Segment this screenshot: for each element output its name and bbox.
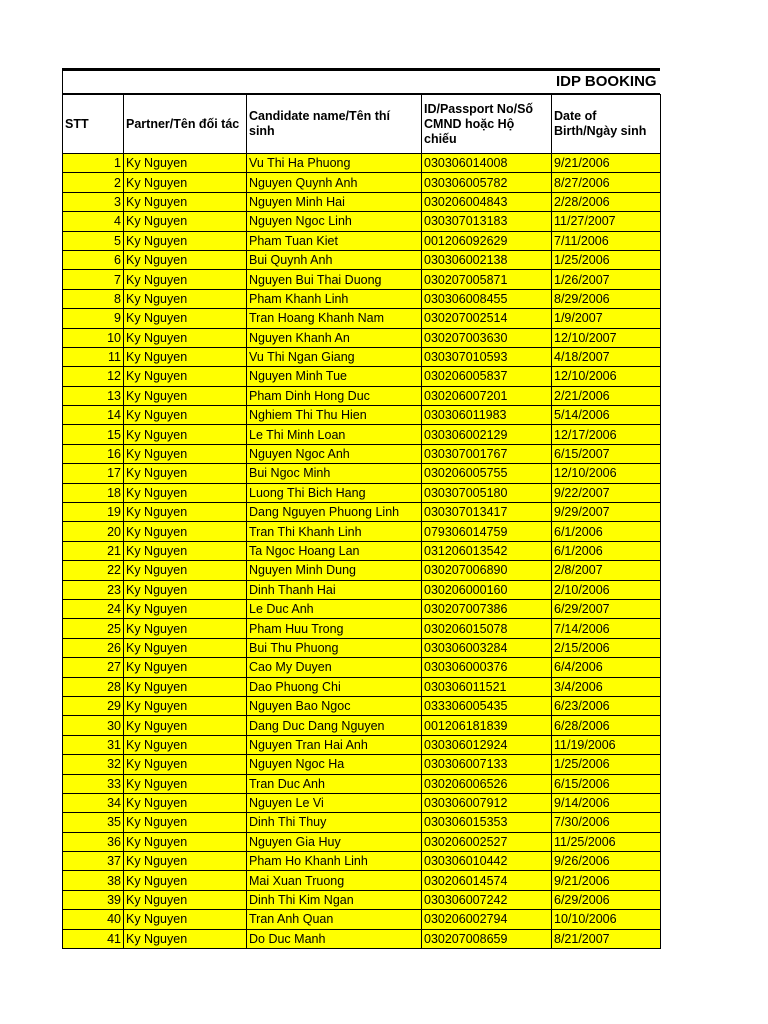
partner-cell[interactable]: Ky Nguyen: [124, 638, 247, 657]
header-partner[interactable]: Partner/Tên đối tác: [124, 95, 247, 154]
stt-cell[interactable]: 18: [63, 483, 124, 502]
table-row: [63, 231, 661, 250]
table-row: [63, 154, 661, 173]
candidate-name-cell[interactable]: Nguyen Ngoc Linh: [247, 212, 422, 231]
id-cell[interactable]: 030306003284: [422, 638, 552, 657]
id-cell[interactable]: 030306007912: [422, 793, 552, 812]
id-cell[interactable]: 030306000376: [422, 658, 552, 677]
table-row: [63, 541, 661, 560]
stt-cell[interactable]: 27: [63, 658, 124, 677]
candidate-name-cell[interactable]: Nguyen Quynh Anh: [247, 173, 422, 192]
table-row: [63, 696, 661, 715]
table-row: [63, 444, 661, 463]
id-cell[interactable]: 030306002129: [422, 425, 552, 444]
id-cell[interactable]: 030207006890: [422, 561, 552, 580]
candidate-name-cell[interactable]: Nguyen Ngoc Ha: [247, 755, 422, 774]
table-row: [63, 735, 661, 754]
candidate-name-cell[interactable]: Vu Thi Ngan Giang: [247, 347, 422, 366]
id-cell[interactable]: 030307013417: [422, 503, 552, 522]
id-cell[interactable]: 030207008659: [422, 929, 552, 948]
table-row: [63, 599, 661, 618]
candidate-name-cell[interactable]: Nguyen Minh Dung: [247, 561, 422, 580]
candidate-name-cell[interactable]: Tran Thi Khanh Linh: [247, 522, 422, 541]
dob-cell[interactable]: 6/15/2007: [552, 444, 661, 463]
stt-cell[interactable]: 32: [63, 755, 124, 774]
partner-cell[interactable]: Ky Nguyen: [124, 832, 247, 851]
stt-cell[interactable]: 30: [63, 716, 124, 735]
dob-cell[interactable]: 6/1/2006: [552, 522, 661, 541]
dob-cell[interactable]: 2/28/2006: [552, 192, 661, 211]
stt-cell[interactable]: 6: [63, 250, 124, 269]
dob-cell[interactable]: 8/27/2006: [552, 173, 661, 192]
table-row: [63, 716, 661, 735]
table-row: [63, 658, 661, 677]
id-cell[interactable]: 030206004843: [422, 192, 552, 211]
partner-cell[interactable]: Ky Nguyen: [124, 677, 247, 696]
partner-cell[interactable]: Ky Nguyen: [124, 503, 247, 522]
table-row: [63, 522, 661, 541]
candidate-name-cell[interactable]: Dao Phuong Chi: [247, 677, 422, 696]
dob-cell[interactable]: 1/26/2007: [552, 270, 661, 289]
booking-table: [62, 94, 661, 949]
table-row: [63, 561, 661, 580]
id-cell[interactable]: 030306014008: [422, 154, 552, 173]
stt-cell[interactable]: 24: [63, 599, 124, 618]
dob-cell[interactable]: 9/21/2006: [552, 154, 661, 173]
id-cell[interactable]: 030307001767: [422, 444, 552, 463]
table-row: [63, 367, 661, 386]
partner-cell[interactable]: Ky Nguyen: [124, 231, 247, 250]
stt-cell[interactable]: 40: [63, 910, 124, 929]
dob-cell[interactable]: 6/29/2006: [552, 890, 661, 909]
candidate-name-cell[interactable]: Vu Thi Ha Phuong: [247, 154, 422, 173]
id-cell[interactable]: 030306008455: [422, 289, 552, 308]
table-row: [63, 250, 661, 269]
table-row: [63, 619, 661, 638]
candidate-name-cell[interactable]: Dinh Thanh Hai: [247, 580, 422, 599]
id-cell[interactable]: 030306007133: [422, 755, 552, 774]
id-cell[interactable]: 030207007386: [422, 599, 552, 618]
dob-cell[interactable]: 2/15/2006: [552, 638, 661, 657]
candidate-name-cell[interactable]: Tran Anh Quan: [247, 910, 422, 929]
id-cell[interactable]: 030306011521: [422, 677, 552, 696]
candidate-name-cell[interactable]: Nguyen Gia Huy: [247, 832, 422, 851]
table-row: [63, 503, 661, 522]
partner-cell[interactable]: Ky Nguyen: [124, 910, 247, 929]
stt-cell[interactable]: 36: [63, 832, 124, 851]
table-row: [63, 464, 661, 483]
stt-cell[interactable]: 8: [63, 289, 124, 308]
partner-cell[interactable]: Ky Nguyen: [124, 658, 247, 677]
dob-cell[interactable]: 11/19/2006: [552, 735, 661, 754]
table-row: [63, 580, 661, 599]
candidate-name-cell[interactable]: Bui Ngoc Minh: [247, 464, 422, 483]
id-cell[interactable]: 030206007201: [422, 386, 552, 405]
dob-cell[interactable]: 10/10/2006: [552, 910, 661, 929]
stt-cell[interactable]: 28: [63, 677, 124, 696]
dob-cell[interactable]: 6/29/2007: [552, 599, 661, 618]
dob-cell[interactable]: 9/14/2006: [552, 793, 661, 812]
stt-cell[interactable]: 25: [63, 619, 124, 638]
table-row: [63, 677, 661, 696]
id-cell[interactable]: 030207002514: [422, 309, 552, 328]
stt-cell[interactable]: 31: [63, 735, 124, 754]
id-cell[interactable]: 030206015078: [422, 619, 552, 638]
partner-cell[interactable]: Ky Nguyen: [124, 755, 247, 774]
table-row: [63, 910, 661, 929]
candidate-name-cell[interactable]: Tran Hoang Khanh Nam: [247, 309, 422, 328]
id-cell[interactable]: 030307010593: [422, 347, 552, 366]
candidate-name-cell[interactable]: Nguyen Bao Ngoc: [247, 696, 422, 715]
dob-cell[interactable]: 4/18/2007: [552, 347, 661, 366]
dob-cell[interactable]: 6/23/2006: [552, 696, 661, 715]
stt-cell[interactable]: 29: [63, 696, 124, 715]
candidate-name-cell[interactable]: Nguyen Minh Tue: [247, 367, 422, 386]
stt-cell[interactable]: 17: [63, 464, 124, 483]
partner-cell[interactable]: Ky Nguyen: [124, 406, 247, 425]
stt-cell[interactable]: 5: [63, 231, 124, 250]
stt-cell[interactable]: 1: [63, 154, 124, 173]
dob-cell[interactable]: 1/9/2007: [552, 309, 661, 328]
dob-cell[interactable]: 7/14/2006: [552, 619, 661, 638]
id-cell[interactable]: 033306005435: [422, 696, 552, 715]
candidate-name-cell[interactable]: Luong Thi Bich Hang: [247, 483, 422, 502]
stt-cell[interactable]: 9: [63, 309, 124, 328]
stt-cell[interactable]: 2: [63, 173, 124, 192]
dob-cell[interactable]: 7/11/2006: [552, 231, 661, 250]
id-cell[interactable]: 001206181839: [422, 716, 552, 735]
partner-cell[interactable]: Ky Nguyen: [124, 696, 247, 715]
dob-cell[interactable]: 7/30/2006: [552, 813, 661, 832]
stt-cell[interactable]: 33: [63, 774, 124, 793]
header-date-of-birth[interactable]: Date of Birth/Ngày sinh: [552, 95, 661, 154]
title-row: [62, 68, 660, 94]
header-row: [63, 95, 661, 154]
table-row: [63, 813, 661, 832]
table-row: [63, 328, 661, 347]
partner-cell[interactable]: Ky Nguyen: [124, 890, 247, 909]
partner-cell[interactable]: Ky Nguyen: [124, 328, 247, 347]
dob-cell[interactable]: 3/4/2006: [552, 677, 661, 696]
stt-cell[interactable]: 7: [63, 270, 124, 289]
dob-cell[interactable]: 2/10/2006: [552, 580, 661, 599]
candidate-name-cell[interactable]: Cao My Duyen: [247, 658, 422, 677]
id-cell[interactable]: 030206002794: [422, 910, 552, 929]
stt-cell[interactable]: 10: [63, 328, 124, 347]
table-row: [63, 793, 661, 812]
partner-cell[interactable]: Ky Nguyen: [124, 289, 247, 308]
partner-cell[interactable]: Ky Nguyen: [124, 774, 247, 793]
stt-cell[interactable]: 22: [63, 561, 124, 580]
partner-cell[interactable]: Ky Nguyen: [124, 852, 247, 871]
dob-cell[interactable]: 5/14/2006: [552, 406, 661, 425]
id-cell[interactable]: 030306011983: [422, 406, 552, 425]
table-row: [63, 832, 661, 851]
id-cell[interactable]: 030307013183: [422, 212, 552, 231]
partner-cell[interactable]: Ky Nguyen: [124, 347, 247, 366]
id-cell[interactable]: 030306015353: [422, 813, 552, 832]
stt-cell[interactable]: 38: [63, 871, 124, 890]
candidate-name-cell[interactable]: Pham Huu Trong: [247, 619, 422, 638]
dob-cell[interactable]: 6/1/2006: [552, 541, 661, 560]
candidate-name-cell[interactable]: Dinh Thi Kim Ngan: [247, 890, 422, 909]
candidate-name-cell[interactable]: Tran Duc Anh: [247, 774, 422, 793]
candidate-name-cell[interactable]: Nghiem Thi Thu Hien: [247, 406, 422, 425]
candidate-name-cell[interactable]: Bui Thu Phuong: [247, 638, 422, 657]
table-row: [63, 386, 661, 405]
table-row: [63, 289, 661, 308]
candidate-name-cell[interactable]: Dang Duc Dang Nguyen: [247, 716, 422, 735]
candidate-name-cell[interactable]: Pham Ho Khanh Linh: [247, 852, 422, 871]
partner-cell[interactable]: Ky Nguyen: [124, 386, 247, 405]
table-row: [63, 270, 661, 289]
table-row: [63, 212, 661, 231]
stt-cell[interactable]: 37: [63, 852, 124, 871]
dob-cell[interactable]: 12/10/2006: [552, 464, 661, 483]
id-cell[interactable]: 030206014574: [422, 871, 552, 890]
candidate-name-cell[interactable]: Le Thi Minh Loan: [247, 425, 422, 444]
header-stt[interactable]: STT: [63, 95, 124, 154]
dob-cell[interactable]: 6/28/2006: [552, 716, 661, 735]
id-cell[interactable]: 030206005755: [422, 464, 552, 483]
stt-cell[interactable]: 23: [63, 580, 124, 599]
table-row: [63, 406, 661, 425]
id-cell[interactable]: 030306005782: [422, 173, 552, 192]
candidate-name-cell[interactable]: Dang Nguyen Phuong Linh: [247, 503, 422, 522]
id-cell[interactable]: 079306014759: [422, 522, 552, 541]
dob-cell[interactable]: 8/29/2006: [552, 289, 661, 308]
partner-cell[interactable]: Ky Nguyen: [124, 154, 247, 173]
dob-cell[interactable]: 9/22/2007: [552, 483, 661, 502]
stt-cell[interactable]: 12: [63, 367, 124, 386]
stt-cell[interactable]: 39: [63, 890, 124, 909]
table-row: [63, 347, 661, 366]
dob-cell[interactable]: 12/10/2006: [552, 367, 661, 386]
table-row: [63, 425, 661, 444]
stt-cell[interactable]: 21: [63, 541, 124, 560]
table-row: [63, 192, 661, 211]
candidate-name-cell[interactable]: Nguyen Le Vi: [247, 793, 422, 812]
candidate-name-cell[interactable]: Mai Xuan Truong: [247, 871, 422, 890]
table-row: [63, 309, 661, 328]
id-cell[interactable]: 030206000160: [422, 580, 552, 599]
dob-cell[interactable]: 9/26/2006: [552, 852, 661, 871]
candidate-name-cell[interactable]: Dinh Thi Thuy: [247, 813, 422, 832]
partner-cell[interactable]: Ky Nguyen: [124, 309, 247, 328]
stt-cell[interactable]: 13: [63, 386, 124, 405]
header-candidate-name[interactable]: Candidate name/Tên thí sinh: [247, 95, 422, 154]
partner-cell[interactable]: Ky Nguyen: [124, 599, 247, 618]
stt-cell[interactable]: 11: [63, 347, 124, 366]
table-row: [63, 173, 661, 192]
id-cell[interactable]: 030306010442: [422, 852, 552, 871]
dob-cell[interactable]: 8/21/2007: [552, 929, 661, 948]
stt-cell[interactable]: 41: [63, 929, 124, 948]
partner-cell[interactable]: Ky Nguyen: [124, 619, 247, 638]
table-row: [63, 774, 661, 793]
dob-cell[interactable]: 9/29/2007: [552, 503, 661, 522]
partner-cell[interactable]: Ky Nguyen: [124, 871, 247, 890]
partner-cell[interactable]: Ky Nguyen: [124, 270, 247, 289]
candidate-name-cell[interactable]: Bui Quynh Anh: [247, 250, 422, 269]
dob-cell[interactable]: 6/4/2006: [552, 658, 661, 677]
dob-cell[interactable]: 11/25/2006: [552, 832, 661, 851]
partner-cell[interactable]: Ky Nguyen: [124, 444, 247, 463]
partner-cell[interactable]: Ky Nguyen: [124, 425, 247, 444]
partner-cell[interactable]: Ky Nguyen: [124, 813, 247, 832]
table-row: [63, 852, 661, 871]
table-row: [63, 890, 661, 909]
candidate-name-cell[interactable]: Nguyen Bui Thai Duong: [247, 270, 422, 289]
spreadsheet: [62, 68, 660, 949]
dob-cell[interactable]: 1/25/2006: [552, 250, 661, 269]
sheet-title: IDP BOOKING: [556, 73, 657, 90]
dob-cell[interactable]: 2/21/2006: [552, 386, 661, 405]
partner-cell[interactable]: Ky Nguyen: [124, 367, 247, 386]
id-cell[interactable]: 030207003630: [422, 328, 552, 347]
table-row: [63, 755, 661, 774]
partner-cell[interactable]: Ky Nguyen: [124, 793, 247, 812]
candidate-name-cell[interactable]: Nguyen Khanh An: [247, 328, 422, 347]
id-cell[interactable]: 031206013542: [422, 541, 552, 560]
candidate-name-cell[interactable]: Pham Tuan Kiet: [247, 231, 422, 250]
header-id-passport[interactable]: ID/Passport No/Số CMND hoặc Hộ chiếu: [422, 95, 552, 154]
candidate-name-cell[interactable]: Pham Khanh Linh: [247, 289, 422, 308]
partner-cell[interactable]: Ky Nguyen: [124, 192, 247, 211]
stt-cell[interactable]: 19: [63, 503, 124, 522]
stt-cell[interactable]: 15: [63, 425, 124, 444]
partner-cell[interactable]: Ky Nguyen: [124, 580, 247, 599]
dob-cell[interactable]: 6/15/2006: [552, 774, 661, 793]
stt-cell[interactable]: 34: [63, 793, 124, 812]
partner-cell[interactable]: Ky Nguyen: [124, 541, 247, 560]
candidate-name-cell[interactable]: Nguyen Minh Hai: [247, 192, 422, 211]
partner-cell[interactable]: Ky Nguyen: [124, 212, 247, 231]
partner-cell[interactable]: Ky Nguyen: [124, 464, 247, 483]
stt-cell[interactable]: 35: [63, 813, 124, 832]
dob-cell[interactable]: 12/17/2006: [552, 425, 661, 444]
dob-cell[interactable]: 1/25/2006: [552, 755, 661, 774]
partner-cell[interactable]: Ky Nguyen: [124, 716, 247, 735]
id-cell[interactable]: 030307005180: [422, 483, 552, 502]
id-cell[interactable]: 001206092629: [422, 231, 552, 250]
candidate-name-cell[interactable]: Pham Dinh Hong Duc: [247, 386, 422, 405]
table-body: [63, 154, 661, 949]
stt-cell[interactable]: 20: [63, 522, 124, 541]
table-row: [63, 929, 661, 948]
stt-cell[interactable]: 14: [63, 406, 124, 425]
table-row: [63, 871, 661, 890]
stt-cell[interactable]: 26: [63, 638, 124, 657]
partner-cell[interactable]: Ky Nguyen: [124, 929, 247, 948]
partner-cell[interactable]: Ky Nguyen: [124, 483, 247, 502]
table-row: [63, 638, 661, 657]
partner-cell[interactable]: Ky Nguyen: [124, 522, 247, 541]
stt-cell[interactable]: 3: [63, 192, 124, 211]
id-cell[interactable]: 030306002138: [422, 250, 552, 269]
partner-cell[interactable]: Ky Nguyen: [124, 561, 247, 580]
dob-cell[interactable]: 9/21/2006: [552, 871, 661, 890]
dob-cell[interactable]: 11/27/2007: [552, 212, 661, 231]
dob-cell[interactable]: 12/10/2007: [552, 328, 661, 347]
candidate-name-cell[interactable]: Nguyen Tran Hai Anh: [247, 735, 422, 754]
id-cell[interactable]: 030306012924: [422, 735, 552, 754]
candidate-name-cell[interactable]: Nguyen Ngoc Anh: [247, 444, 422, 463]
id-cell[interactable]: 030306007242: [422, 890, 552, 909]
id-cell[interactable]: 030207005871: [422, 270, 552, 289]
stt-cell[interactable]: 4: [63, 212, 124, 231]
dob-cell[interactable]: 2/8/2007: [552, 561, 661, 580]
stt-cell[interactable]: 16: [63, 444, 124, 463]
partner-cell[interactable]: Ky Nguyen: [124, 250, 247, 269]
table-row: [63, 483, 661, 502]
partner-cell[interactable]: Ky Nguyen: [124, 735, 247, 754]
candidate-name-cell[interactable]: Ta Ngoc Hoang Lan: [247, 541, 422, 560]
id-cell[interactable]: 030206006526: [422, 774, 552, 793]
partner-cell[interactable]: Ky Nguyen: [124, 173, 247, 192]
candidate-name-cell[interactable]: Le Duc Anh: [247, 599, 422, 618]
id-cell[interactable]: 030206002527: [422, 832, 552, 851]
candidate-name-cell[interactable]: Do Duc Manh: [247, 929, 422, 948]
id-cell[interactable]: 030206005837: [422, 367, 552, 386]
